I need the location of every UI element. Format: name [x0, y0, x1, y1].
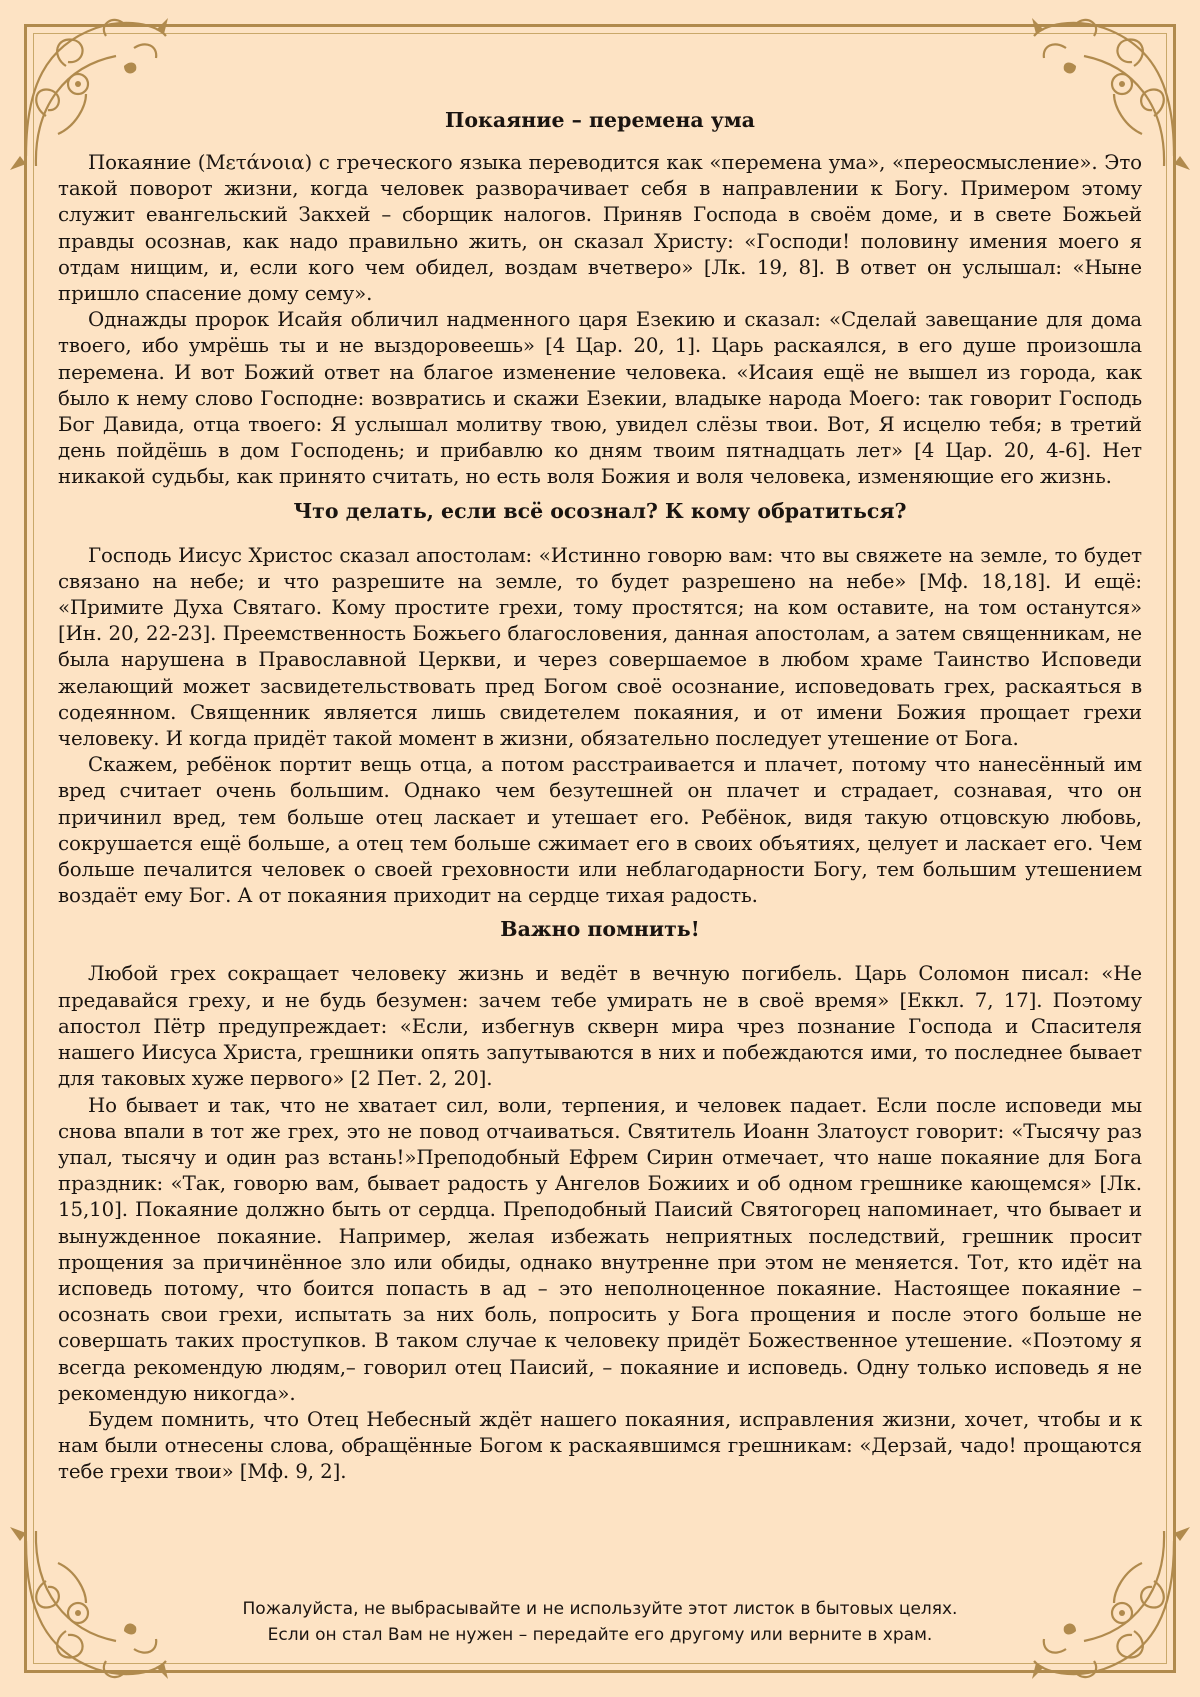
- section-repentance: [58, 150, 1142, 491]
- paragraph: Будем помнить, что Отец Небесный ждёт нашего покаяния, исправления жизни, хочет, чтобы и к нам были отнесены слова, обращённые Богом к раскаявшимся грешникам: «Дерзай, чадо! прощаются тебе грехи твои» [Мф. 9, 2].: [58, 1407, 1142, 1484]
- paragraph: Скажем, ребёнок портит вещь отца, а потом расстраивается и плачет, потому что нанесённый им вред считает очень большим. Однако чем безутешней он плачет и страдает, сознавая, что он причинил вред, тем больше отец ласкает и утешает его. Ребёнок, видя такую отцовскую любовь, сокрушается ещё больше, а отец тем больше сжимает его в своих объятиях, целует и ласкает его. Чем больше печалится человек о своей греховности или неблагодарности Богу, тем большим утешением воздаёт ему Бог. А от покаяния приходит на сердце тихая радость.: [58, 753, 1142, 908]
- paragraph: Но бывает и так, что не хватает сил, воли, терпения, и человек падает. Если после исповеди мы снова впали в тот же грех, это не повод отчаиваться. Святитель Иоанн Златоуст говорит: «Тысячу раз упал, тысячу и один раз встань!»Преподобный Ефрем Сирин отмечает, что наше покаяние для Бога праздник: «Так, говорю вам, бывает радость у Ангелов Божиих и об одном грешнике кающемся» [Лк. 15,10]. Покаяние должно быть от сердца. Преподобный Паисий Святогорец напоминает, что бывает и вынужденное покаяние. Например, желая избежать неприятных последствий, грешник просит прощения за причинённое зло или обиды, однако внутренне при этом не меняется. Тот, кто идёт на исповедь потому, что боится попасть в ад – это неполноценное покаяние. Настоящее покаяние – осознать свои грехи, испытать за них боль, попросить у Бога прощения и после этого больше не совершать таких проступков. В таком случае к человеку придёт Божественное утешение. «Поэтому я всегда рекомендую людям,– говорил отец Паисий, – покаяние и исповедь. Одну только исповедь я не рекомендую никогда».: [58, 1093, 1142, 1405]
- paragraph: Покаяние (Μετάνοια) с греческого языка переводится как «перемена ума», «переосмысление». Это такой поворот жизни, когда человек разворачивает себя в направлении к Богу. Примером этому служит евангельский Закхей – сборщик налогов. Приняв Господа в своём доме, и в свете Божьей правды осознав, как надо правильно жить, он сказал Христу: «Господи! половину имения моего я отдам нищим, и, если кого чем обидел, воздам вчетверо» [Лк. 19, 8]. В ответ он услышал: «Ныне пришло спасение дому сему».: [58, 151, 1142, 306]
- footer-line-2: Если он стал Вам не нужен – передайте его другому или верните в храм.: [267, 1625, 933, 1645]
- section-heading-what-to-do: Что делать, если всё осознал? К кому обратиться?: [293, 498, 907, 523]
- section-heading-important: Важно помнить!: [500, 917, 700, 942]
- document-body: [58, 100, 1142, 1486]
- section-heading-repentance: Покаяние – перемена ума: [445, 108, 755, 132]
- footer-note: [150, 1596, 1050, 1648]
- section-important: [58, 961, 1142, 1485]
- paragraph: Любой грех сокращает человеку жизнь и ведёт в вечную погибель. Царь Соломон писал: «Не предавайся греху, и не будь безумен: зачем тебе умирать не в своё время» [Еккл. 7, 17]. Поэтому апостол Пётр предупреждает: «Если, избегнув скверн мира чрез познание Господа и Спасителя нашего Иисуса Христа, грешники опять запутываются в них и побеждаются ими, то последнее бывает для таковых хуже первого» [2 Пет. 2, 20].: [58, 962, 1142, 1091]
- paragraph: Однажды пророк Исайя обличил надменного царя Езекию и сказал: «Сделай завещание для дома твоего, ибо умрёшь ты и не выздоровеешь» [4 Цар. 20, 1]. Царь раскаялся, в его душе произошла перемена. И вот Божий ответ на благое изменение человека. «Исаия ещё не вышел из города, как было к нему слово Господне: возвратись и скажи Езекии, владыке народа Моего: так говорит Господь Бог Давида, отца твоего: Я услышал молитву твою, увидел слёзы твои. Вот, Я исцелю тебя; в третий день пойдёшь в дом Господень; и прибавлю ко дням твоим пятнадцать лет» [4 Цар. 20, 4-6]. Нет никакой судьбы, как принято считать, но есть воля Божия и воля человека, изменяющие его жизнь.: [58, 308, 1142, 489]
- paragraph: Господь Иисус Христос сказал апостолам: «Истинно говорю вам: что вы свяжете на земле, то будет связано на небе; и что разрешите на земле, то будет разрешено на небе» [Мф. 18,18]. И ещё: «Примите Духа Святаго. Кому простите грехи, тому простятся; на ком оставите, на том останутся» [Ин. 20, 22-23]. Преемственность Божьего благословения, данная апостолам, а затем священникам, не была нарушена в Православной Церкви, и через совершаемое в любом храме Таинство Исповеди желающий может засвидетельствовать пред Богом своё осознание, исповедовать грех, раскаяться в содеянном. Священник является лишь свидетелем покаяния, и от имени Божия прощает грехи человеку. И когда придёт такой момент в жизни, обязательно последует утешение от Бога.: [58, 543, 1142, 751]
- section-what-to-do: [58, 543, 1142, 910]
- footer-line-1: Пожалуйста, не выбрасывайте и не используйте этот листок в бытовых целях.: [242, 1599, 958, 1619]
